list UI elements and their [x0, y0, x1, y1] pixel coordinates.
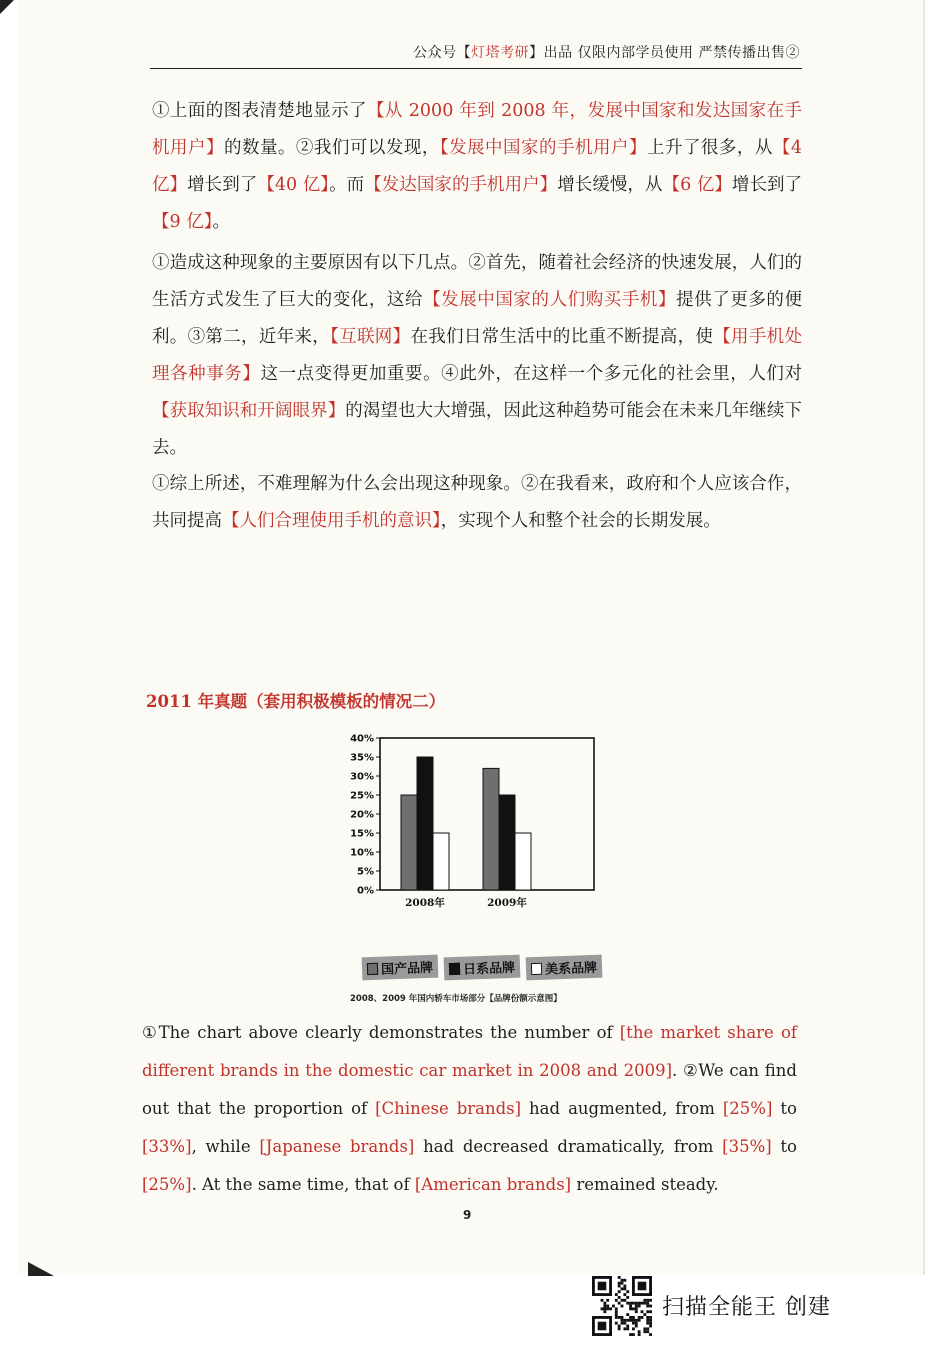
text-run: ①综上所述，不难理解为什么会出现这种现象。②在我看来，政府和个人应该合作，共同提高 — [152, 474, 802, 531]
legend-swatch — [449, 962, 460, 974]
highlight-phrase: 【9 亿】 — [152, 212, 213, 232]
text-run: remained steady. — [571, 1175, 719, 1194]
highlight-phrase: 【用手机处理各种事务】 — [152, 327, 802, 384]
highlight-phrase: [35%] — [722, 1137, 772, 1156]
text-run: had augmented, from — [521, 1099, 723, 1118]
highlight-phrase: [33%] — [142, 1137, 192, 1156]
text-run: to — [771, 1137, 797, 1156]
y-tick-label: 25% — [350, 790, 374, 802]
text-run: 的渴望也大大增强，因此这种趋势可能会在未来几年继续下去。 — [152, 401, 802, 458]
highlight-phrase: 【发展中国家的人们购买手机】 — [423, 290, 677, 310]
text-run: 增长到了 — [731, 175, 803, 195]
highlight-phrase: [Japanese brands] — [259, 1137, 415, 1156]
chinese-paragraph-2 — [152, 245, 802, 467]
y-tick-label: 35% — [350, 752, 374, 764]
qr-code-icon — [592, 1276, 652, 1336]
y-tick-label: 15% — [350, 828, 374, 840]
bar-american-0 — [433, 833, 449, 890]
header-divider — [150, 68, 802, 69]
text-run: 上升了很多，从 — [646, 138, 773, 158]
legend-item — [526, 954, 603, 980]
scan-corner-mark — [0, 0, 14, 14]
page-number: 9 — [463, 1208, 472, 1222]
y-tick-label: 30% — [350, 771, 374, 783]
x-category-label: 2009年 — [487, 897, 527, 909]
highlight-phrase: 【4 亿】 — [152, 138, 803, 195]
bar-japanese-1 — [499, 795, 515, 890]
legend-swatch — [531, 962, 542, 974]
legend-swatch — [367, 962, 378, 974]
highlight-phrase: [25%] — [722, 1099, 773, 1118]
chinese-paragraph-1 — [152, 93, 802, 241]
english-paragraph — [142, 1014, 797, 1204]
bar-american-1 — [515, 833, 531, 890]
legend-label: 美系品牌 — [544, 960, 598, 978]
text-run: 。而 — [329, 175, 365, 195]
highlight-phrase: 【发达国家的手机用户】 — [364, 175, 558, 195]
text-run: 提供了更多的便利。③第二，近年来， — [152, 290, 803, 347]
y-tick-label: 40% — [350, 733, 374, 745]
bar-japanese-0 — [417, 757, 433, 890]
scan-corner-mark — [28, 1262, 54, 1276]
y-tick-label: 20% — [350, 809, 374, 821]
text-run: , while — [191, 1137, 260, 1156]
header-brand: 灯塔考研 — [471, 45, 530, 61]
highlight-phrase: 【获取知识和开阔眼界】 — [152, 401, 346, 421]
text-run: 。 — [212, 212, 230, 232]
y-tick-label: 5% — [357, 866, 374, 878]
legend-label: 国产品牌 — [380, 960, 434, 978]
chart-caption: 2008、2009 年国内轿车市场部分【品牌份额示意图】 — [350, 994, 562, 1004]
highlight-phrase: [the market share of different brands in the domestic car market in 2008 and 2009] — [142, 1023, 797, 1080]
highlight-phrase: [American brands] — [414, 1175, 572, 1194]
highlight-phrase: 【人们合理使用手机的意识】 — [222, 511, 441, 531]
text-run: 增长到了 — [187, 175, 258, 195]
text-run: ①上面的图表清楚地显示了 — [152, 101, 367, 121]
chinese-paragraph-3 — [152, 466, 802, 540]
text-run: ①造成这种现象的主要原因有以下几点。②首先，随着社会经济的快速发展，人们的生活方式发生了巨大的变化，这给 — [152, 253, 802, 310]
y-tick-label: 10% — [350, 847, 374, 859]
highlight-phrase: [25%] — [142, 1175, 192, 1194]
section-title: 2011 年真题（套用积极模板的情况二） — [146, 692, 446, 711]
legend-label: 日系品牌 — [462, 960, 516, 978]
highlight-phrase: 【6 亿】 — [662, 175, 732, 195]
bar-chinese-0 — [401, 795, 417, 890]
y-tick-label: 0% — [357, 885, 374, 897]
legend-item — [444, 954, 521, 980]
text-run: 的数量。②我们可以发现， — [223, 138, 440, 158]
text-run: . ②We can find out that the proportion of — [142, 1061, 797, 1118]
text-run: 增长缓慢，从 — [557, 175, 663, 195]
bar-chart — [350, 730, 606, 920]
text-run: to — [772, 1099, 797, 1118]
highlight-phrase: [Chinese brands] — [375, 1099, 522, 1118]
highlight-phrase: 【40 亿】 — [257, 175, 330, 195]
x-category-label: 2008年 — [405, 897, 445, 909]
highlight-phrase: 【发展中国家的手机用户】 — [439, 138, 647, 158]
text-run: ①The chart above clearly demonstrates the number of — [142, 1023, 620, 1042]
text-run: had decreased dramatically, from — [414, 1137, 723, 1156]
scanner-watermark: 扫描全能王 创建 — [662, 1295, 831, 1320]
highlight-phrase: 【互联网】 — [330, 327, 411, 347]
legend-item — [362, 954, 439, 980]
highlight-phrase: 【从 2000 年到 2008 年，发展中国家和发达国家在手机用户】 — [152, 101, 803, 158]
text-run: 在我们日常生活中的比重不断提高，使 — [410, 327, 714, 347]
page-header: 公众号【灯塔考研】出品 仅限内部学员使用 严禁传播出售② — [413, 45, 800, 61]
text-run: 这一点变得更加重要。④此外，在这样一个多元化的社会里，人们对 — [260, 364, 803, 384]
text-run: . At the same time, that of — [191, 1175, 415, 1194]
chart-legend — [362, 954, 602, 980]
text-run: ，实现个人和整个社会的长期发展。 — [440, 511, 721, 531]
bar-chinese-1 — [483, 768, 499, 890]
